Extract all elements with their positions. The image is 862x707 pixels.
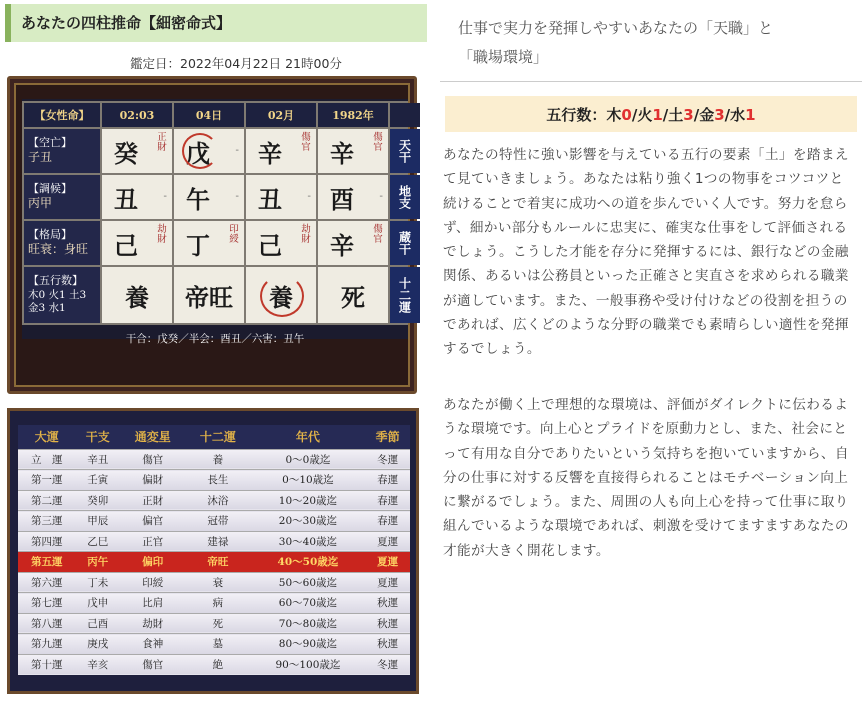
tenkan-cell (318, 129, 388, 173)
taiun-cell: 絶 (185, 654, 250, 675)
taiun-cell: 春運 (365, 470, 410, 491)
label-title: 【空亡】 (28, 136, 72, 150)
kanji: 帝旺 (185, 282, 233, 312)
taiun-cell: 沐浴 (185, 490, 250, 511)
juniun-cell (102, 267, 172, 323)
kanji: 丁 (186, 230, 210, 260)
label-value: 子丑 (28, 150, 53, 165)
meishiki-board (7, 76, 417, 394)
label-title: 【格局】 (28, 228, 72, 242)
label-title: 【調候】 (28, 182, 72, 196)
taiun-header: 十二運 (185, 425, 250, 449)
chishi-cell (174, 175, 244, 219)
taiun-cell: 秋運 (365, 634, 410, 655)
taiun-cell: 長生 (185, 470, 250, 491)
taiun-cell: 傷官 (120, 654, 185, 675)
label-choukou (24, 175, 100, 219)
taiun-header: 干支 (75, 425, 120, 449)
tsuhen-tag: - (235, 191, 239, 202)
taiun-cell: 偏財 (120, 470, 185, 491)
tsuhen-tag: - (163, 191, 167, 202)
kanji: 辛 (258, 138, 282, 168)
taiun-cell: 40〜50歳迄 (251, 552, 366, 573)
label-value: 旺衰：身旺 (28, 242, 89, 257)
side-label: 天干 (390, 129, 420, 173)
taiun-row (18, 531, 410, 552)
tsuhen-tag: 傷 官 (373, 132, 383, 153)
taiun-cell: 食神 (120, 634, 185, 655)
taiun-cell: 夏運 (365, 572, 410, 593)
taiun-cell: 比肩 (120, 593, 185, 614)
taiun-cell: 20〜30歳迄 (251, 511, 366, 532)
taiun-cell: 春運 (365, 490, 410, 511)
taiun-row (18, 511, 410, 532)
section-title (440, 0, 862, 82)
taiun-cell: 秋運 (365, 613, 410, 634)
kanji: 酉 (330, 184, 354, 214)
taiun-cell: 第六運 (18, 572, 75, 593)
tenkan-cell (102, 129, 172, 173)
taiun-cell: 辛丑 (75, 449, 120, 470)
section-title-line: 仕事で実力を発揮しやすいあなたの「天職」と (458, 19, 774, 37)
gogyo-element: 木 (606, 106, 622, 124)
taiun-cell: 印綬 (120, 572, 185, 593)
taiun-cell: 第十運 (18, 654, 75, 675)
paragraph-tenshoku: あなたの特性に強い影響を与えている五行の要素「土」を踏まえて見ていきましょう。あなたは粘り強く1つの物事をコツコツと続けることで着実に成功への道を歩んでいく人です。努力を怠らず、細かい部分もルールに忠実に、確実な仕事をして評価されるでしょう。こうした才能を存分に発揮するには、銀行などの金融関係、あるいは公務員といった正確さと実直さを求められる職業が適しています。また、一般事務や受け付けなどの役割を担うのであれば、広くどのような分野の職業でも素晴らしい適性を発揮するでしょう。 (443, 147, 849, 358)
taiun-header: 年代 (251, 425, 366, 449)
taiun-cell: 秋運 (365, 593, 410, 614)
taiun-cell: 夏運 (365, 552, 410, 573)
taiun-row (18, 613, 410, 634)
taiun-cell: 丙午 (75, 552, 120, 573)
taiun-cell: 正官 (120, 531, 185, 552)
taiun-cell: 夏運 (365, 531, 410, 552)
juniun-cell (318, 267, 388, 323)
taiun-row (18, 470, 410, 491)
taiun-cell: 第九運 (18, 634, 75, 655)
taiun-header: 季節 (365, 425, 410, 449)
kanji: 癸 (114, 138, 138, 168)
gogyo-summary: 五行数：木0/火1/土3/金3/水1 (445, 96, 857, 132)
kanji: 辛 (330, 138, 354, 168)
kanji: 午 (186, 184, 210, 214)
meishiki-grid (22, 101, 412, 325)
taiun-cell: 第二運 (18, 490, 75, 511)
taiun-cell: 第三運 (18, 511, 75, 532)
kantei-date: 鑑定日：2022年04月22日 21時00分 (130, 56, 342, 71)
board-footer: 干合：戊癸／半会：酉丑／六害：丑午 (125, 333, 305, 345)
tenkan-cell (174, 129, 244, 173)
taiun-cell: 第四運 (18, 531, 75, 552)
taiun-cell: 0〜10歳迄 (251, 470, 366, 491)
corner-label: 【女性命】 (24, 103, 100, 127)
chishi-cell (318, 175, 388, 219)
zoukan-cell (246, 221, 316, 265)
taiun-row (18, 593, 410, 614)
column-header-blank (390, 103, 420, 127)
taiun-table (18, 425, 410, 675)
kanji: 養 (269, 282, 293, 312)
gogyo-element: 火 (637, 106, 653, 124)
juniun-cell (246, 267, 316, 323)
gogyo-count: 1 (652, 106, 663, 124)
tsuhen-tag: 劫 財 (157, 224, 167, 245)
column-header: 04日 (174, 103, 244, 127)
taiun-cell: 劫財 (120, 613, 185, 634)
taiun-cell: 己酉 (75, 613, 120, 634)
label-value: 木0 火1 土3 金3 水1 (28, 288, 87, 315)
tenkan-cell (246, 129, 316, 173)
label-value: 丙甲 (28, 196, 53, 211)
zoukan-cell (102, 221, 172, 265)
left-column (0, 0, 430, 707)
taiun-cell: 60〜70歳迄 (251, 593, 366, 614)
kanji: 養 (125, 282, 149, 312)
gogyo-count: 0 (621, 106, 632, 124)
taiun-cell: 70〜80歳迄 (251, 613, 366, 634)
taiun-cell: 第七運 (18, 593, 75, 614)
taiun-cell: 冬運 (365, 654, 410, 675)
taiun-cell: 辛亥 (75, 654, 120, 675)
highlight-circle (260, 275, 304, 317)
taiun-row (18, 490, 410, 511)
gogyo-count: 1 (745, 106, 756, 124)
taiun-cell: 80〜90歳迄 (251, 634, 366, 655)
taiun-cell: 50〜60歳迄 (251, 572, 366, 593)
label-kubou (24, 129, 100, 173)
taiun-cell: 病 (185, 593, 250, 614)
taiun-cell: 第一運 (18, 470, 75, 491)
taiun-cell: 偏印 (120, 552, 185, 573)
tsuhen-tag: 印 綬 (229, 224, 239, 245)
taiun-cell: 立 運 (18, 449, 75, 470)
taiun-cell: 戊申 (75, 593, 120, 614)
kanji: 死 (341, 282, 365, 312)
taiun-cell: 養 (185, 449, 250, 470)
tsuhen-tag: 傷 官 (373, 224, 383, 245)
column-header: 02月 (246, 103, 316, 127)
zoukan-cell (318, 221, 388, 265)
gogyo-element: 土 (668, 106, 684, 124)
taiun-cell: 90〜100歳迄 (251, 654, 366, 675)
taiun-cell: 10〜20歳迄 (251, 490, 366, 511)
kanji: 己 (114, 230, 138, 260)
chishi-cell (246, 175, 316, 219)
taiun-cell: 冬運 (365, 449, 410, 470)
taiun-cell: 傷官 (120, 449, 185, 470)
taiun-cell: 春運 (365, 511, 410, 532)
taiun-cell: 冠帯 (185, 511, 250, 532)
gogyo-count: 3 (714, 106, 725, 124)
side-label: 地支 (390, 175, 420, 219)
label-title: 【五行数】 (28, 274, 83, 288)
taiun-cell: 衰 (185, 572, 250, 593)
taiun-cell: 第五運 (18, 552, 75, 573)
gogyo-element: 水 (730, 106, 746, 124)
kanji: 己 (258, 230, 282, 260)
taiun-header: 大運 (18, 425, 75, 449)
kanji: 丑 (114, 184, 138, 214)
label-gogyosu (24, 267, 100, 323)
tsuhen-tag: - (235, 145, 239, 156)
taiun-cell: 帝旺 (185, 552, 250, 573)
tsuhen-tag: 傷 官 (301, 132, 311, 153)
taiun-cell: 甲辰 (75, 511, 120, 532)
taiun-cell: 正財 (120, 490, 185, 511)
taiun-cell: 墓 (185, 634, 250, 655)
taiun-cell: 30〜40歳迄 (251, 531, 366, 552)
zoukan-cell (174, 221, 244, 265)
column-header: 02:03 (102, 103, 172, 127)
label-kakkyoku (24, 221, 100, 265)
paragraph-kankyo: あなたが働く上で理想的な環境は、評価がダイレクトに伝わるような環境です。向上心とプライドを原動力とし、また、社会にとって有用な自分でありたいという気持ちを抱いていますから、自分の仕事に対する反響を直接得られることはモチベーション向上に繋がるでしょう。また、周囲の人も向上心を持って仕事に取り組んでいるような環境であれば、刺激を受けてますますあなたの才能が大きく開花します。 (443, 397, 849, 559)
taiun-cell: 0〜0歳迄 (251, 449, 366, 470)
taiun-row (18, 449, 410, 470)
section-title-line: 「職場環境」 (458, 47, 549, 66)
tsuhen-tag: - (379, 191, 383, 202)
taiun-cell: 建禄 (185, 531, 250, 552)
taiun-cell: 第八運 (18, 613, 75, 634)
taiun-cell: 丁未 (75, 572, 120, 593)
chishi-cell (102, 175, 172, 219)
kanji: 戊 (186, 138, 210, 168)
gogyo-label: 五行数： (546, 106, 607, 124)
tsuhen-tag: 正 財 (157, 132, 167, 153)
taiun-row (18, 552, 410, 573)
taiun-cell: 死 (185, 613, 250, 634)
juniun-cell (174, 267, 244, 323)
gogyo-element: 金 (699, 106, 715, 124)
page-title: あなたの四柱推命【細密命式】 (5, 4, 427, 42)
taiun-header-row (18, 425, 410, 449)
column-header: 1982年 (318, 103, 388, 127)
kanji: 丑 (258, 184, 282, 214)
side-label: 蔵干 (390, 221, 420, 265)
taiun-cell: 壬寅 (75, 470, 120, 491)
taiun-row (18, 634, 410, 655)
gogyo-count: 3 (683, 106, 694, 124)
taiun-cell: 癸卯 (75, 490, 120, 511)
tsuhen-tag: 劫 財 (301, 224, 311, 245)
tsuhen-tag: - (307, 191, 311, 202)
taiun-row (18, 654, 410, 675)
taiun-row (18, 572, 410, 593)
right-column (440, 0, 862, 707)
taiun-header: 通変星 (120, 425, 185, 449)
meishiki-grid-wrap (22, 99, 412, 345)
taiun-cell: 乙巳 (75, 531, 120, 552)
side-label: 十二運 (390, 267, 420, 323)
taiun-cell: 庚戌 (75, 634, 120, 655)
kanji: 辛 (330, 230, 354, 260)
taiun-cell: 偏官 (120, 511, 185, 532)
highlight-circle (182, 133, 218, 169)
taiun-table-panel (7, 408, 419, 694)
